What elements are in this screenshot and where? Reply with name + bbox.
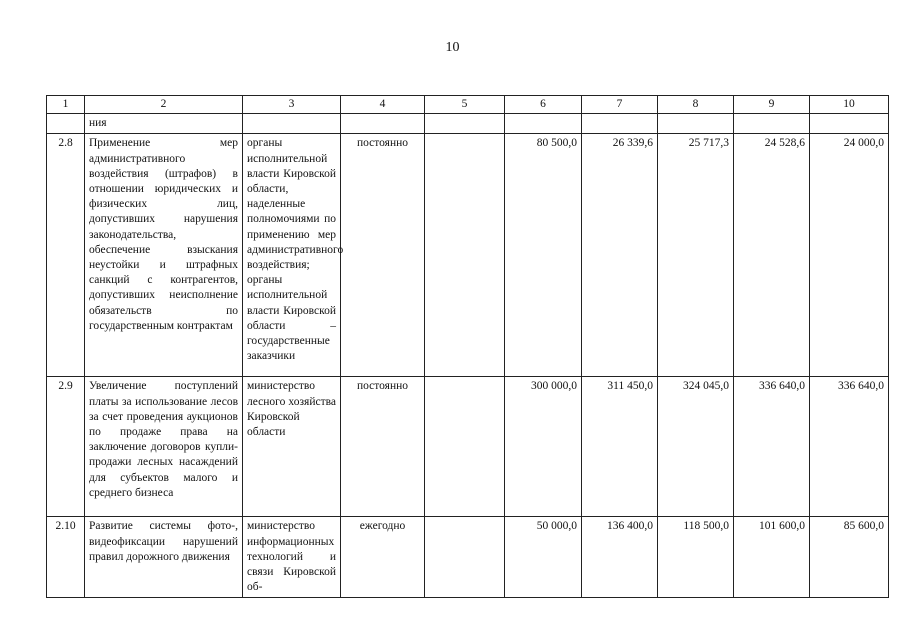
value-col8: 25 717,3 [658,134,734,377]
column-header: 4 [341,96,425,114]
value-col7: 136 400,0 [582,517,658,598]
column-header: 10 [810,96,889,114]
column-number-row [47,96,889,114]
cell-executor [243,114,341,134]
row-number: 2.8 [47,134,85,377]
value-col8: 324 045,0 [658,377,734,517]
measure-name: Применение мер административного воздействия (штрафов) в отношении юридических и физических лиц, допустивших нарушения законодательства, обеспечение взыскания неустойки и штрафных санкций с контрагентов, допустивших неисполнение обязательств по государственным контрактам [85,134,243,377]
cell-value [505,114,582,134]
cell-col5 [425,134,505,377]
cell-value [658,114,734,134]
column-header: 6 [505,96,582,114]
cell-period [341,114,425,134]
row-number: 2.10 [47,517,85,598]
value-col7: 311 450,0 [582,377,658,517]
column-header: 2 [85,96,243,114]
continuation-row [47,114,889,134]
table-row [47,377,889,517]
cell-col5 [425,517,505,598]
value-col9: 24 528,6 [734,134,810,377]
value-col6: 50 000,0 [505,517,582,598]
executor: министерство информационных технологий и связи Кировской об- [243,517,341,598]
value-col9: 101 600,0 [734,517,810,598]
executor: министерство лесного хозяйства Кировской области [243,377,341,517]
value-col10: 24 000,0 [810,134,889,377]
cell-value [734,114,810,134]
column-header: 7 [582,96,658,114]
column-header: 5 [425,96,505,114]
value-col7: 26 339,6 [582,134,658,377]
period: постоянно [341,377,425,517]
value-col8: 118 500,0 [658,517,734,598]
column-header: 3 [243,96,341,114]
column-header: 9 [734,96,810,114]
period: ежегодно [341,517,425,598]
period: постоянно [341,134,425,377]
table-row [47,134,889,377]
cell-value [582,114,658,134]
cell-col5 [425,114,505,134]
row-number: 2.9 [47,377,85,517]
cell-name: ния [85,114,243,134]
measure-name: Увеличение поступлений платы за использование лесов за счет проведения аукционов по продаже права на заключение договоров купли-продажи лесных насаждений для субъектов малого и среднего бизнеса [85,377,243,517]
cell-col5 [425,377,505,517]
cell-value [810,114,889,134]
page-number: 10 [445,40,460,55]
value-col6: 300 000,0 [505,377,582,517]
executor: органы исполнительной власти Кировской области, наделенные полномочиями по применению мер административного воздействия; органы исполнительной власти Кировской области – государственные заказчики [243,134,341,377]
column-header: 8 [658,96,734,114]
budget-table [46,95,889,598]
value-col6: 80 500,0 [505,134,582,377]
value-col9: 336 640,0 [734,377,810,517]
measure-name: Развитие системы фото-, видеофиксации нарушений правил дорожного движения [85,517,243,598]
cell-num [47,114,85,134]
value-col10: 336 640,0 [810,377,889,517]
table-row [47,517,889,598]
column-header: 1 [47,96,85,114]
value-col10: 85 600,0 [810,517,889,598]
